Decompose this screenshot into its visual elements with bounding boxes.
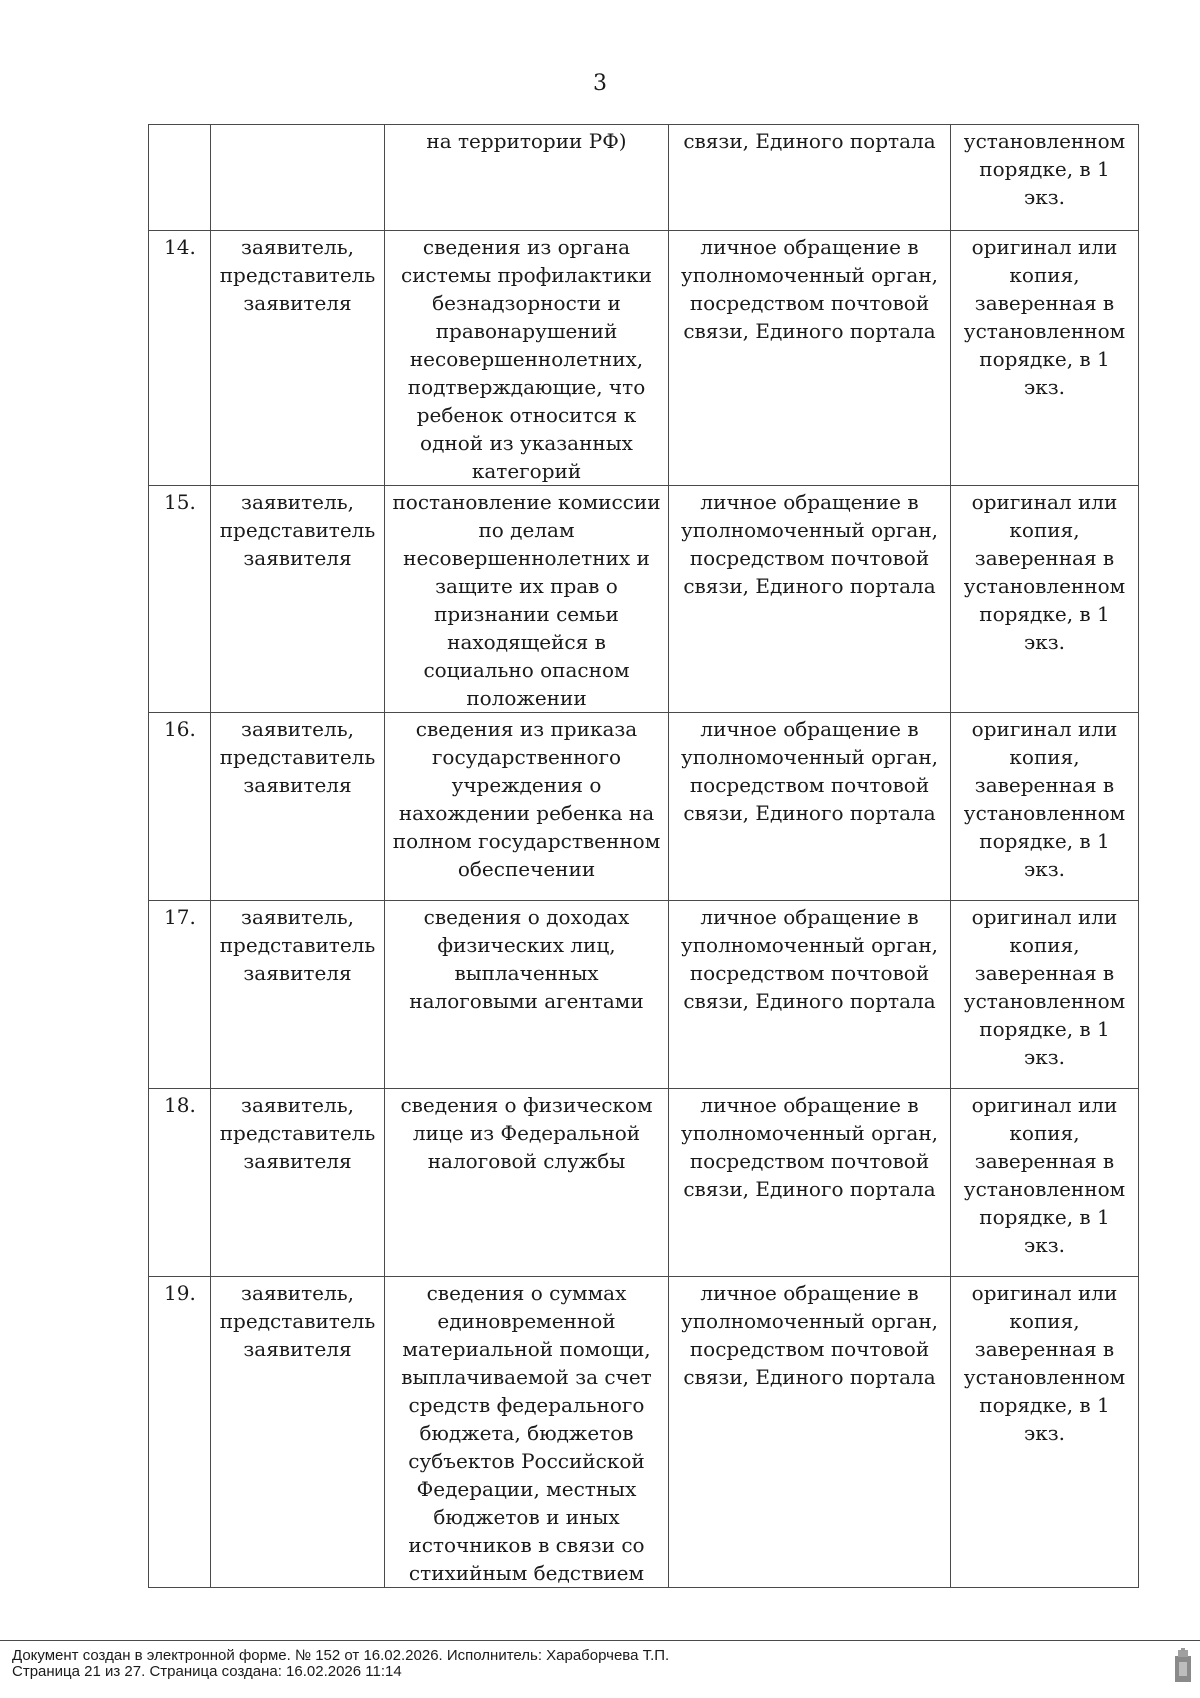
document-cell: сведения из приказа государственного учреждения о нахождении ребенка на полном государственном обеспечении [385,713,669,901]
applicant-cell: заявитель, представитель заявителя [211,901,385,1089]
table-row [149,1277,1139,1588]
document-cell: сведения о физическом лице из Федеральной налоговой службы [385,1089,669,1277]
applicant-cell [211,125,385,231]
document-cell: постановление комиссии по делам несовершеннолетних и защите их прав о признании семьи находящейся в социально опасном положении [385,486,669,713]
document-cell: сведения о суммах единовременной материальной помощи, выплачиваемой за счет средств федерального бюджета, бюджетов субъектов Российской Федерации, местных бюджетов и иных источников в связи со стихийным бедствием [385,1277,669,1588]
row-number: 17. [149,901,211,1089]
document-form-cell: оригинал или копия, заверенная в установленном порядке, в 1 экз. [951,1277,1139,1588]
submission-method-cell: личное обращение в уполномоченный орган, посредством почтовой связи, Единого портала [669,1277,951,1588]
documents-table [148,124,1139,1588]
row-number: 15. [149,486,211,713]
document-cell: сведения из органа системы профилактики безнадзорности и правонарушений несовершеннолетних, подтверждающие, что ребенок относится к одной из указанных категорий [385,231,669,486]
submission-method-cell: связи, Единого портала [669,125,951,231]
applicant-cell: заявитель, представитель заявителя [211,1277,385,1588]
table-row [149,1089,1139,1277]
document-footer [12,1648,669,1680]
row-number [149,125,211,231]
footer-divider [0,1640,1200,1641]
document-cell: сведения о доходах физических лиц, выплаченных налоговыми агентами [385,901,669,1089]
applicant-cell: заявитель, представитель заявителя [211,713,385,901]
row-number: 19. [149,1277,211,1588]
page-number: 3 [593,71,607,96]
row-number: 16. [149,713,211,901]
document-form-cell: оригинал или копия, заверенная в установленном порядке, в 1 экз. [951,231,1139,486]
table-row [149,901,1139,1089]
document-form-cell: оригинал или копия, заверенная в установленном порядке, в 1 экз. [951,901,1139,1089]
table-row [149,231,1139,486]
table-row [149,713,1139,901]
table-row [149,486,1139,713]
document-form-cell: оригинал или копия, заверенная в установленном порядке, в 1 экз. [951,1089,1139,1277]
footer-page-info: Страница 21 из 27. Страница создана: 16.02.2026 11:14 [12,1663,402,1680]
submission-method-cell: личное обращение в уполномоченный орган, посредством почтовой связи, Единого портала [669,231,951,486]
row-number: 14. [149,231,211,486]
submission-method-cell: личное обращение в уполномоченный орган, посредством почтовой связи, Единого портала [669,486,951,713]
submission-method-cell: личное обращение в уполномоченный орган, посредством почтовой связи, Единого портала [669,1089,951,1277]
submission-method-cell: личное обращение в уполномоченный орган, посредством почтовой связи, Единого портала [669,901,951,1089]
applicant-cell: заявитель, представитель заявителя [211,486,385,713]
document-form-cell: оригинал или копия, заверенная в установленном порядке, в 1 экз. [951,486,1139,713]
applicant-cell: заявитель, представитель заявителя [211,1089,385,1277]
document-form-cell: установленном порядке, в 1 экз. [951,125,1139,231]
row-number: 18. [149,1089,211,1277]
applicant-cell: заявитель, представитель заявителя [211,231,385,486]
document-form-cell: оригинал или копия, заверенная в установленном порядке, в 1 экз. [951,713,1139,901]
document-cell: на территории РФ) [385,125,669,231]
table-row [149,125,1139,231]
submission-method-cell: личное обращение в уполномоченный орган, посредством почтовой связи, Единого портала [669,713,951,901]
footer-document-info: Документ создан в электронной форме. № 152 от 16.02.2026. Исполнитель: Хараборчева Т.П. [12,1647,670,1664]
emblem-icon [1172,1648,1194,1684]
